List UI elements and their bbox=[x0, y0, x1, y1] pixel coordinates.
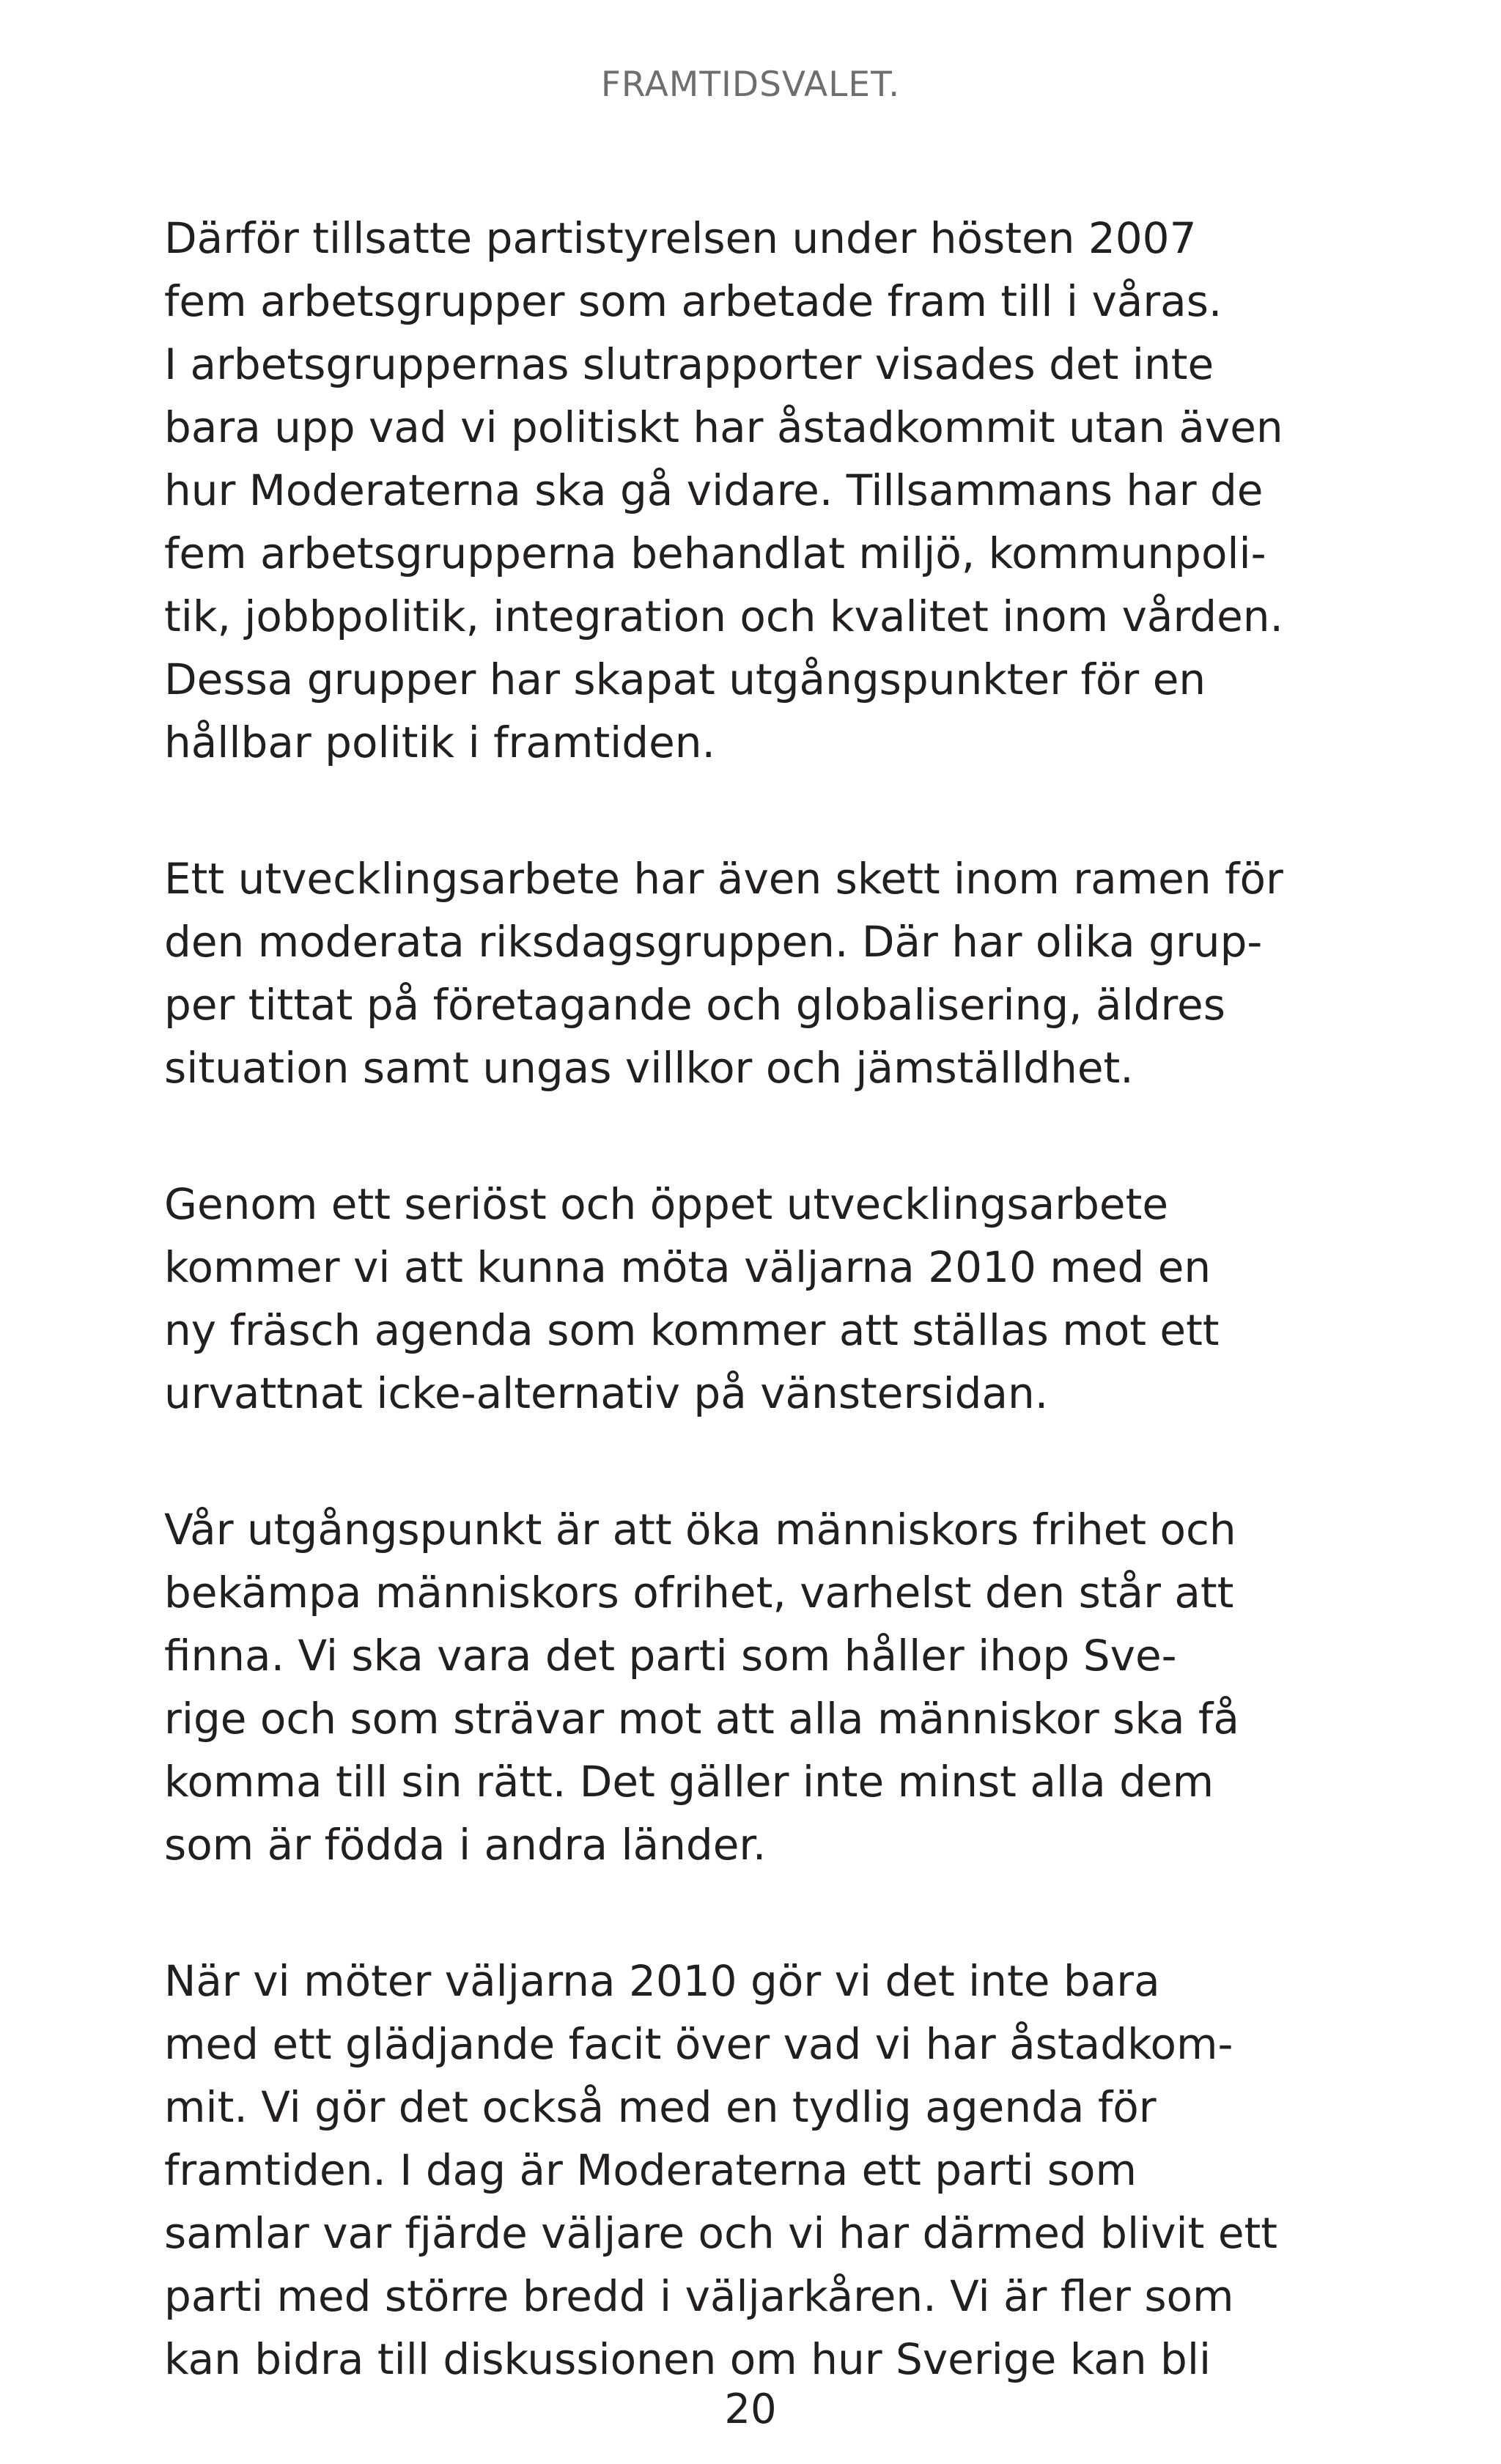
text-line: parti med större bredd i väljarkåren. Vi är fler som bbox=[164, 2271, 1234, 2321]
text-line: som är födda i andra länder. bbox=[164, 1820, 767, 1870]
text-line: bekämpa människors ofrihet, varhelst den står att bbox=[164, 1568, 1234, 1618]
page-number: 20 bbox=[724, 2386, 777, 2433]
text-line: fem arbetsgrupper som arbetade fram till i våras. bbox=[164, 276, 1222, 326]
text-line: fem arbetsgrupperna behandlat miljö, kommunpoli- bbox=[164, 528, 1266, 578]
text-line: I arbetsgruppernas slutrapporter visades det inte bbox=[164, 339, 1214, 389]
running-head: FRAMTIDSVALET. bbox=[600, 64, 901, 105]
text-line: den moderata riksdagsgruppen. Där har olika grup- bbox=[164, 917, 1263, 967]
text-line: kan bidra till diskussionen om hur Sverige kan bli bbox=[164, 2334, 1212, 2384]
text-line: urvattnat icke-alternativ på vänstersidan. bbox=[164, 1368, 1049, 1418]
text-line: hur Moderaterna ska gå vidare. Tillsammans har de bbox=[164, 465, 1264, 515]
text-line: Genom ett seriöst och öppet utvecklingsarbete bbox=[164, 1179, 1169, 1229]
text-line: finna. Vi ska vara det parti som håller ihop Sve- bbox=[164, 1631, 1177, 1681]
text-line: samlar var fjärde väljare och vi har därmed blivit ett bbox=[164, 2208, 1277, 2258]
text-line: situation samt ungas villkor och jämställdhet. bbox=[164, 1043, 1134, 1093]
text-line: bara upp vad vi politiskt har åstadkommit utan även bbox=[164, 402, 1283, 452]
text-line: mit. Vi gör det också med en tydlig agenda för bbox=[164, 2082, 1157, 2132]
text-line: framtiden. I dag är Moderaterna ett parti som bbox=[164, 2145, 1137, 2195]
text-line: kommer vi att kunna möta väljarna 2010 med en bbox=[164, 1242, 1212, 1292]
paragraph-4 bbox=[164, 1498, 1308, 1876]
text-line: hållbar politik i framtiden. bbox=[164, 718, 715, 767]
text-line: Dessa grupper har skapat utgångspunkter för en bbox=[164, 654, 1206, 704]
paragraph-1 bbox=[164, 207, 1308, 774]
text-line: med ett glädjande facit över vad vi har åstadkom- bbox=[164, 2019, 1233, 2069]
text-line: tik, jobbpolitik, integration och kvalitet inom vården. bbox=[164, 591, 1283, 641]
text-line: komma till sin rätt. Det gäller inte minst alla dem bbox=[164, 1757, 1214, 1807]
body-text bbox=[164, 207, 1308, 2464]
paragraph-5 bbox=[164, 1950, 1308, 2391]
text-line: Därför tillsatte partistyrelsen under hösten 2007 bbox=[164, 213, 1197, 263]
text-line: per tittat på företagande och globalisering, äldres bbox=[164, 980, 1225, 1030]
paragraph-3 bbox=[164, 1173, 1308, 1425]
text-line: ny fräsch agenda som kommer att ställas mot ett bbox=[164, 1305, 1220, 1355]
text-line: Vår utgångspunkt är att öka människors frihet och bbox=[164, 1505, 1236, 1554]
paragraph-2 bbox=[164, 847, 1308, 1099]
text-line: rige och som strävar mot att alla människor ska få bbox=[164, 1694, 1239, 1744]
text-line: Ett utvecklingsarbete har även skett inom ramen för bbox=[164, 854, 1283, 904]
text-line: När vi möter väljarna 2010 gör vi det inte bara bbox=[164, 1956, 1160, 2006]
